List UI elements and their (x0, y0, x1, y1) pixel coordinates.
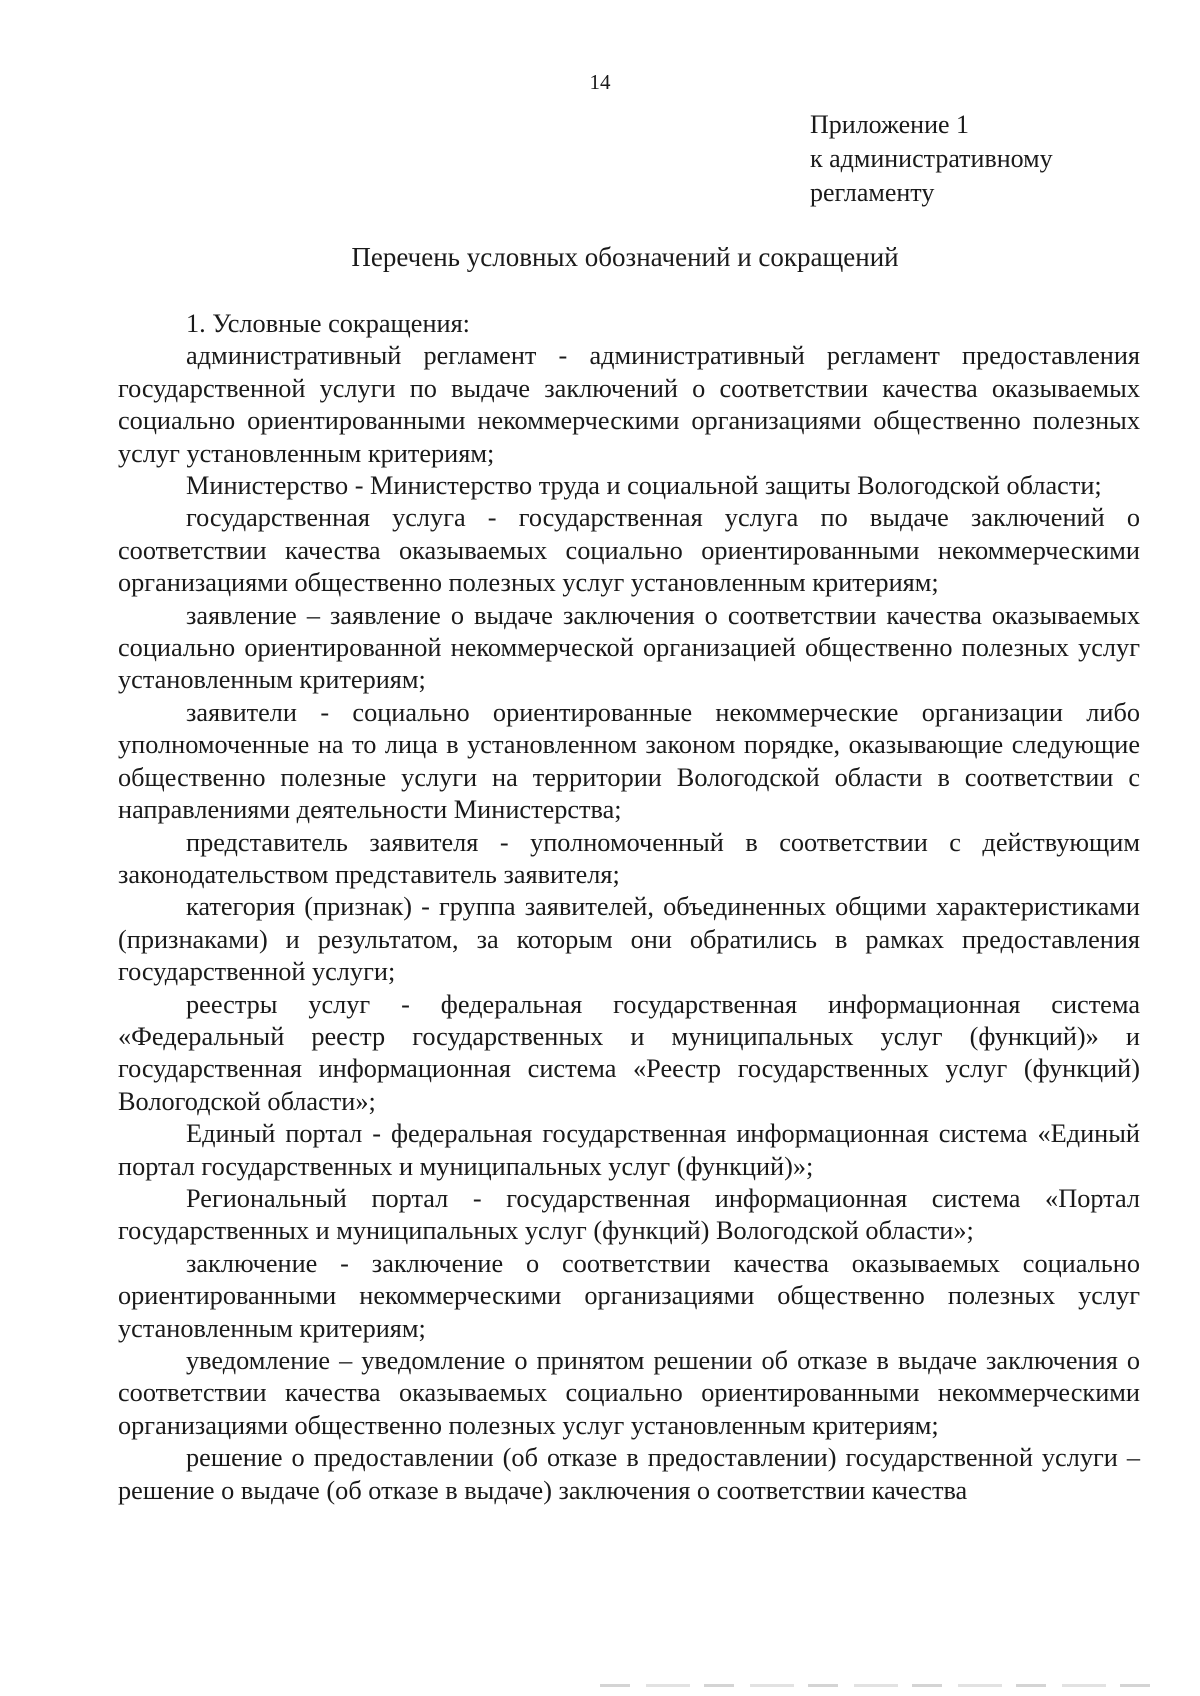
definition-entry-category: категория (признак) - группа заявителей, объединенных общими характеристиками (признаками) и результатом, за которым они обратились в рамках предоставления государственной услуги; (118, 892, 1140, 987)
page-number: 14 (589, 70, 611, 94)
definition-entry-notification: уведомление – уведомление о принятом решении об отказе в выдаче заключения о соответствии качества оказываемых социально ориентированными некоммерческими организациями общественно полезных услуг установленным критериям; (118, 1346, 1140, 1440)
document-title: Перечень условных обозначений и сокращений (351, 242, 899, 272)
appendix-block (810, 108, 1053, 210)
definition-entry-ministry: Министерство - Министерство труда и социальной защиты Вологодской области; (186, 471, 1102, 501)
appendix-line-2: к административному (810, 144, 1053, 173)
definition-entry-applicant-representative: представитель заявителя - уполномоченный в соответствии с действующим законодательством представитель заявителя; (118, 827, 1140, 889)
definition-entry-service-registries: реестры услуг - федеральная государственная информационная система «Федеральный реестр государственных и муниципальных услуг (функций)» и государственная информационная система «Реестр государственных услуг (функций) Вологодской области»; (118, 989, 1140, 1116)
document-body (118, 308, 1140, 1507)
definition-entry-application: заявление – заявление о выдаче заключения о соответствии качества оказываемых социально ориентированной некоммерческой организацией общественно полезных услуг установленным критериям; (118, 600, 1140, 695)
definition-entry-conclusion: заключение - заключение о соответствии качества оказываемых социально ориентированными некоммерческими организациями общественно полезных услуг установленным критериям; (118, 1248, 1140, 1343)
appendix-line-3: регламенту (810, 178, 935, 207)
definition-entry-regional-portal: Региональный портал - государственная информационная система «Портал государственных и муниципальных услуг (функций) Вологодской области»; (118, 1183, 1140, 1246)
definition-entry-unified-portal: Единый портал - федеральная государственная информационная система «Единый портал государственных и муниципальных услуг (функций)»; (118, 1119, 1140, 1181)
scan-artifact-line (600, 1684, 1160, 1687)
definition-entry-administrative-regulation: административный регламент - административный регламент предоставления государственной услуги по выдаче заключений о соответствии качества оказываемых социально ориентированными некоммерческими организациями общественно полезных услуг установленным критериям; (118, 341, 1140, 468)
appendix-line-1: Приложение 1 (810, 110, 970, 139)
definition-entry-applicants: заявители - социально ориентированные некоммерческие организации либо уполномоченные на то лица в установленном законом порядке, оказывающие следующие общественно полезные услуги на территории Вологодской области в соответствии с направлениями деятельности Министерства; (118, 697, 1140, 825)
definition-entry-state-service: государственная услуга - государственная услуга по выдаче заключений о соответствии качества оказываемых социально ориентированными некоммерческими организациями общественно полезных услуг установленным критериям; (118, 503, 1140, 598)
section-heading: 1. Условные сокращения: (186, 309, 470, 338)
definition-entry-decision: решение о предоставлении (об отказе в предоставлении) государственной услуги – решение о выдаче (об отказе в выдаче) заключения о соответствии качества (118, 1443, 1140, 1505)
